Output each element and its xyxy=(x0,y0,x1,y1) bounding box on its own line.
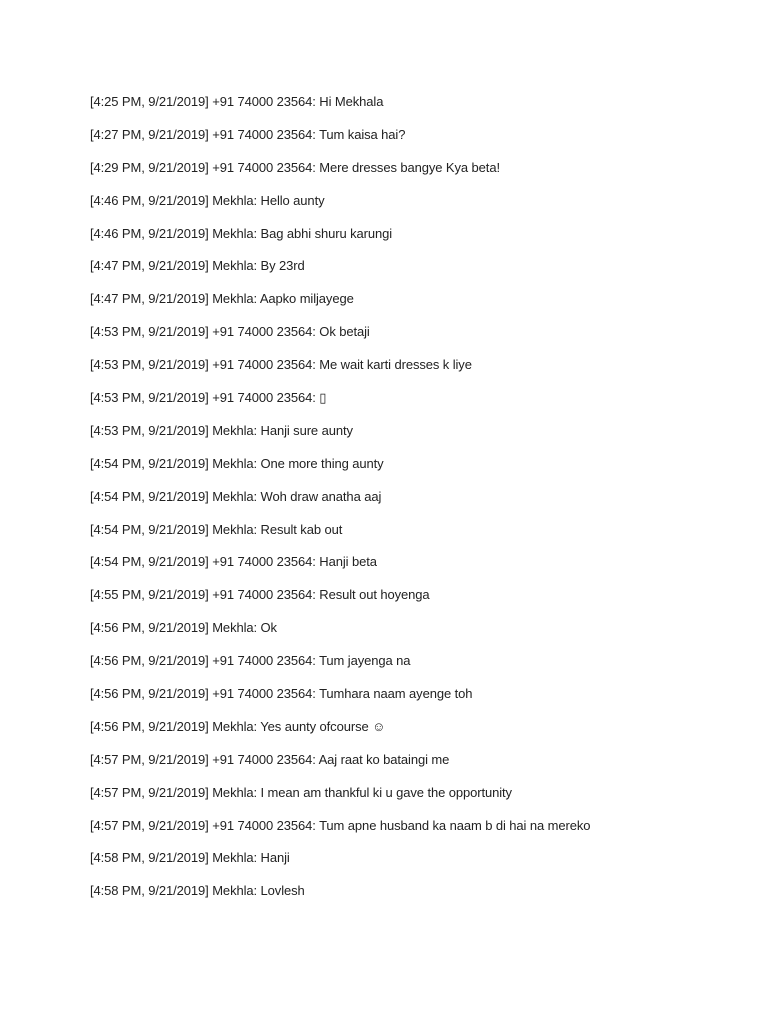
chat-line: [4:58 PM, 9/21/2019] Mekhla: Lovlesh xyxy=(90,883,305,899)
chat-line: [4:46 PM, 9/21/2019] Mekhla: Bag abhi shuru karungi xyxy=(90,225,393,241)
chat-line: [4:54 PM, 9/21/2019] Mekhla: One more thing aunty xyxy=(90,455,384,471)
chat-line: [4:47 PM, 9/21/2019] Mekhla: Aapko miljayege xyxy=(90,291,354,307)
chat-line: [4:29 PM, 9/21/2019] +91 74000 23564: Mere dresses bangye Kya beta! xyxy=(90,159,500,175)
chat-line: [4:47 PM, 9/21/2019] Mekhla: By 23rd xyxy=(90,258,305,274)
chat-line: [4:56 PM, 9/21/2019] +91 74000 23564: Tum jayenga na xyxy=(90,653,411,669)
chat-log xyxy=(90,92,730,914)
chat-line: [4:54 PM, 9/21/2019] Mekhla: Woh draw anatha aaj xyxy=(90,488,382,504)
chat-line: [4:46 PM, 9/21/2019] Mekhla: Hello aunty xyxy=(90,192,325,208)
chat-line: [4:58 PM, 9/21/2019] Mekhla: Hanji xyxy=(90,850,290,866)
chat-line: [4:56 PM, 9/21/2019] Mekhla: Ok xyxy=(90,620,277,636)
chat-line: [4:53 PM, 9/21/2019] +91 74000 23564: Ok betaji xyxy=(90,324,370,340)
chat-line: [4:27 PM, 9/21/2019] +91 74000 23564: Tum kaisa hai? xyxy=(90,126,406,142)
chat-line: [4:57 PM, 9/21/2019] +91 74000 23564: Tum apne husband ka naam b di hai na mereko xyxy=(90,817,591,833)
chat-line: [4:57 PM, 9/21/2019] +91 74000 23564: Aaj raat ko bataingi me xyxy=(90,751,450,767)
chat-line: [4:53 PM, 9/21/2019] Mekhla: Hanji sure aunty xyxy=(90,422,353,438)
chat-line: [4:54 PM, 9/21/2019] +91 74000 23564: Hanji beta xyxy=(90,554,377,570)
chat-line: [4:56 PM, 9/21/2019] +91 74000 23564: Tumhara naam ayenge toh xyxy=(90,686,473,702)
chat-line: [4:55 PM, 9/21/2019] +91 74000 23564: Result out hoyenga xyxy=(90,587,430,603)
chat-line: [4:54 PM, 9/21/2019] Mekhla: Result kab out xyxy=(90,521,343,537)
chat-line: [4:53 PM, 9/21/2019] +91 74000 23564: ▯ xyxy=(90,390,327,406)
chat-line: [4:53 PM, 9/21/2019] +91 74000 23564: Me wait karti dresses k liye xyxy=(90,357,472,373)
chat-line: [4:25 PM, 9/21/2019] +91 74000 23564: Hi Mekhala xyxy=(90,94,384,109)
chat-line: [4:56 PM, 9/21/2019] Mekhla: Yes aunty ofcourse ☺ xyxy=(90,718,386,734)
chat-line: [4:57 PM, 9/21/2019] Mekhla: I mean am thankful ki u gave the opportunity xyxy=(90,784,512,800)
